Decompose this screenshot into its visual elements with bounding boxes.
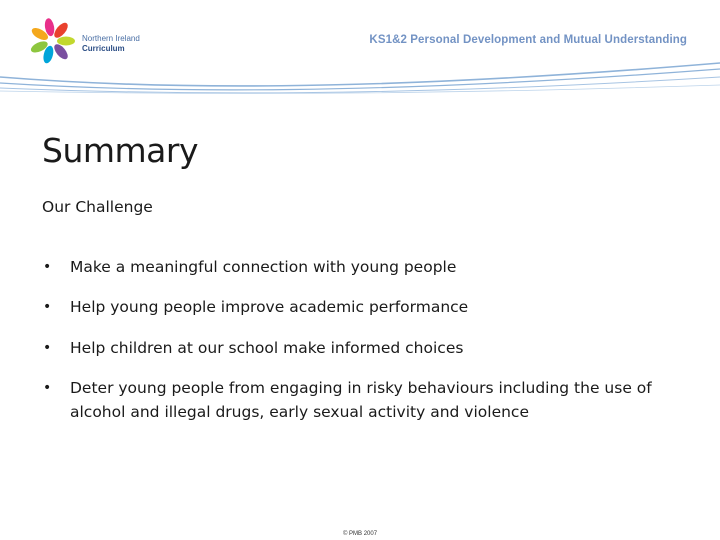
bullet-item: • Deter young people from engaging in risky behaviours including the use of alcohol and illegal drugs, early sexual activity and violence — [42, 376, 652, 424]
logo-wordmark — [82, 34, 140, 54]
logo-line-2: Curriculum — [82, 44, 125, 53]
bullet-item: • Help young people improve academic performance — [42, 295, 468, 319]
header-swoosh — [0, 55, 720, 105]
slide-title: Summary — [42, 131, 198, 170]
bullet-item: • Help children at our school make informed choices — [42, 336, 463, 360]
slide-subtitle: Our Challenge — [42, 198, 153, 216]
header-title: KS1&2 Personal Development and Mutual Understanding — [369, 34, 687, 46]
bullet-item: • Make a meaningful connection with young people — [42, 255, 456, 279]
footer-copyright: © PMB 2007 — [342, 531, 378, 537]
logo-line-1: Northern Ireland — [82, 34, 140, 43]
